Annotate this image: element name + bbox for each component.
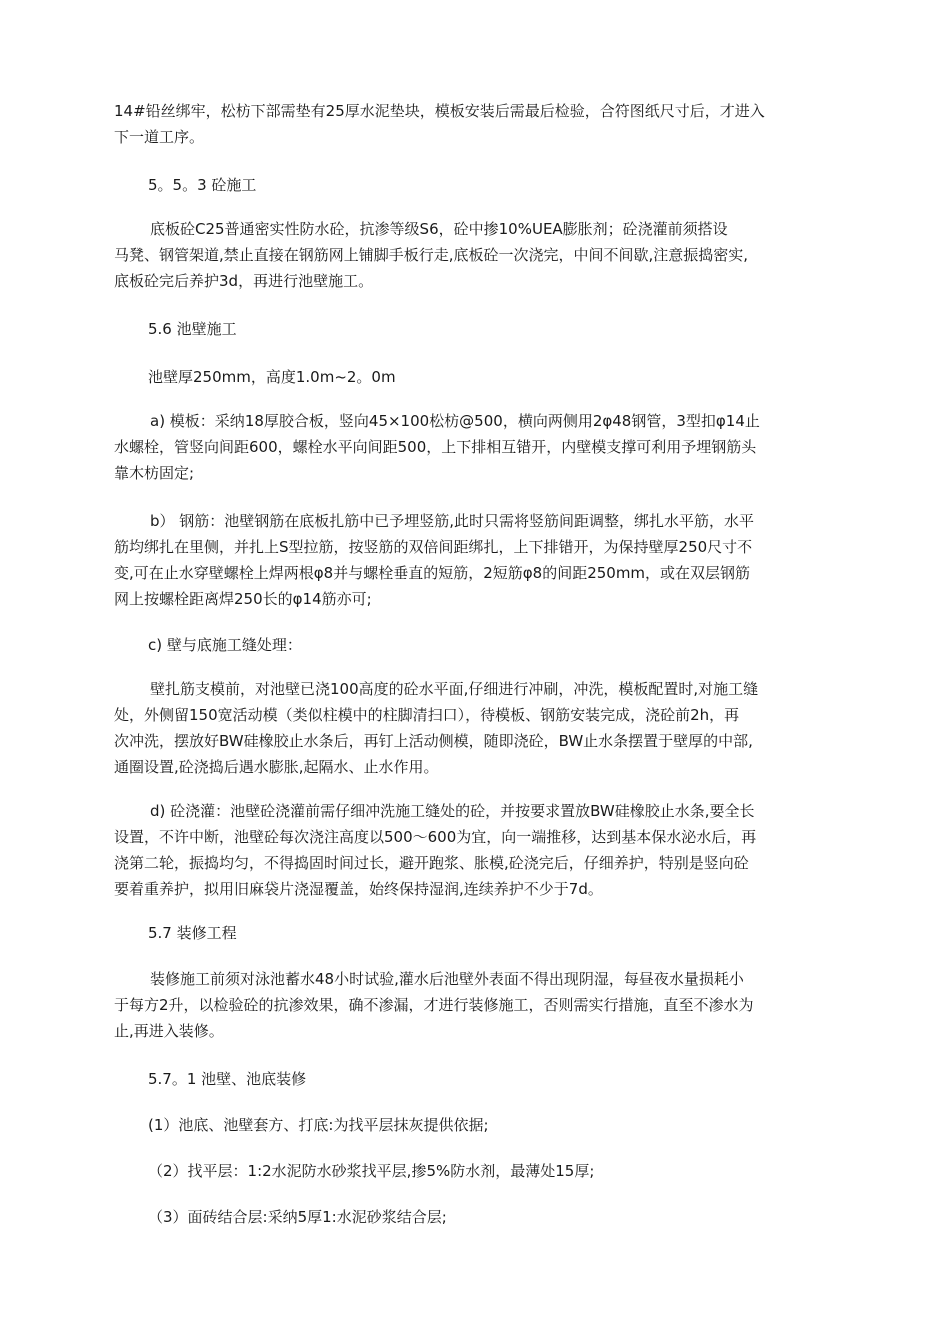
text-line: 壁扎筋支模前，对池壁已浇100高度的砼水平面,仔细进行冲刷，冲洗，模板配置时,对施工缝 [150, 680, 759, 698]
text-line: 池壁厚250mm，高度1.0m~2。0m [148, 368, 396, 386]
text-line: 水螺栓，管竖向间距600，螺栓水平向间距500，上下排相互错开，内壁模支撑可利用予埋钢筋头 [114, 438, 757, 456]
text-line: 靠木枋固定; [114, 464, 195, 482]
text-line: 次冲洗，摆放好BW硅橡胶止水条后，再钉上活动侧模，随即浇砼，BW止水条摆置于壁厚的中部, [114, 732, 753, 750]
text-line: 设置，不许中断，池壁砼每次浇注高度以500～600为宜，向一端推移，达到基本保水泌水后，再 [114, 828, 757, 846]
heading-5-7-1 [148, 1066, 874, 1092]
paragraph-wall-thickness [148, 364, 874, 390]
text-line: 浇第二轮，振捣均匀，不得捣固时间过长，避开跑浆、胀模,砼浇完后，仔细养护，特别是竖向砼 [114, 854, 749, 872]
text-line: d) 砼浇灌：池壁砼浇灌前需仔细冲洗施工缝处的砼，并按要求置放BW硅橡胶止水条,要全长 [150, 802, 755, 820]
heading-5-6 [148, 316, 874, 342]
text-line: 处，外侧留150宽活动模（类似柱模中的柱脚清扫口），待模板、钢筋安装完成，浇砼前2h，再 [114, 706, 740, 724]
paragraph-joint-c-heading [148, 632, 874, 658]
text-line: 马凳、钢管架道,禁止直接在钢筋网上铺脚手板行走,底板砼一次浇完，中间不间歇,注意振捣密实, [114, 246, 749, 264]
paragraph-finishing-intro [114, 966, 840, 1044]
text-line: b） 钢筋：池壁钢筋在底板扎筋中已予埋竖筋,此时只需将竖筋间距调整，绑扎水平筋，水平 [150, 512, 755, 530]
list-item-1 [148, 1112, 874, 1138]
paragraph-joint-treatment [114, 676, 840, 780]
text-line: c) 壁与底施工缝处理： [148, 636, 302, 654]
text-line: 要着重养护，拟用旧麻袋片浇湿覆盖，始终保持湿润,连续养护不少于7d。 [114, 880, 603, 898]
section-heading: 5.6 池壁施工 [148, 320, 237, 338]
text-line: 通圈设置,砼浇捣后遇水膨胀,起隔水、止水作用。 [114, 758, 439, 776]
text-line: 底板砼完后养护3d，再进行池壁施工。 [114, 272, 374, 290]
paragraph-formwork-a [114, 408, 840, 486]
text-line: 装修施工前须对泳池蓄水48小时试验,灌水后池壁外表面不得出现阴湿，每昼夜水量损耗小 [150, 970, 744, 988]
paragraph-slab-concrete [114, 216, 840, 294]
list-item-3 [148, 1204, 874, 1230]
text-line: 于每方2升，以检验砼的抗渗效果，确不渗漏，才进行装修施工，否则需实行措施，直至不渗水为 [114, 996, 754, 1014]
text-line: （3）面砖结合层:采纳5厚1:水泥砂浆结合层; [148, 1208, 447, 1226]
section-heading: 5.7 装修工程 [148, 924, 237, 942]
heading-5-7 [148, 920, 874, 946]
paragraph-rebar-b [114, 508, 840, 612]
text-line: 底板砼C25普通密实性防水砼，抗渗等级S6，砼中掺10%UEA膨胀剂；砼浇灌前须搭设 [150, 220, 728, 238]
paragraph-formwork-continuation [114, 98, 840, 150]
text-line: 变,可在止水穿壁螺栓上焊两根φ8并与螺栓垂直的短筋，2短筋φ8的间距250mm，或在双层钢筋 [114, 564, 751, 582]
text-line: 下一道工序。 [114, 128, 205, 146]
section-heading: 5.7。1 池壁、池底装修 [148, 1070, 307, 1088]
heading-5-5-3 [148, 172, 874, 198]
text-line: a) 模板：采纳18厚胶合板，竖向45×100松枋@500，横向两侧用2φ48钢管，3型扣φ14止 [150, 412, 760, 430]
paragraph-pouring-d [114, 798, 840, 902]
text-line: 止,再进入装修。 [114, 1022, 224, 1040]
list-item-2 [148, 1158, 874, 1184]
text-line: 网上按螺栓距离焊250长的φ14筋亦可; [114, 590, 372, 608]
text-line: 14#铅丝绑牢，松枋下部需垫有25厚水泥垫块，模板安装后需最后检验，合符图纸尺寸后，才进入 [114, 102, 765, 120]
text-line: 筋均绑扎在里侧，并扎上S型拉筋，按竖筋的双倍间距绑扎，上下排错开，为保持壁厚250尺寸不 [114, 538, 753, 556]
text-line: (1）池底、池壁套方、打底:为找平层抹灰提供依据; [148, 1116, 489, 1134]
text-line: （2）找平层：1:2水泥防水砂浆找平层,掺5%防水剂，最薄处15厚; [148, 1162, 595, 1180]
section-heading: 5。5。3 砼施工 [148, 176, 257, 194]
